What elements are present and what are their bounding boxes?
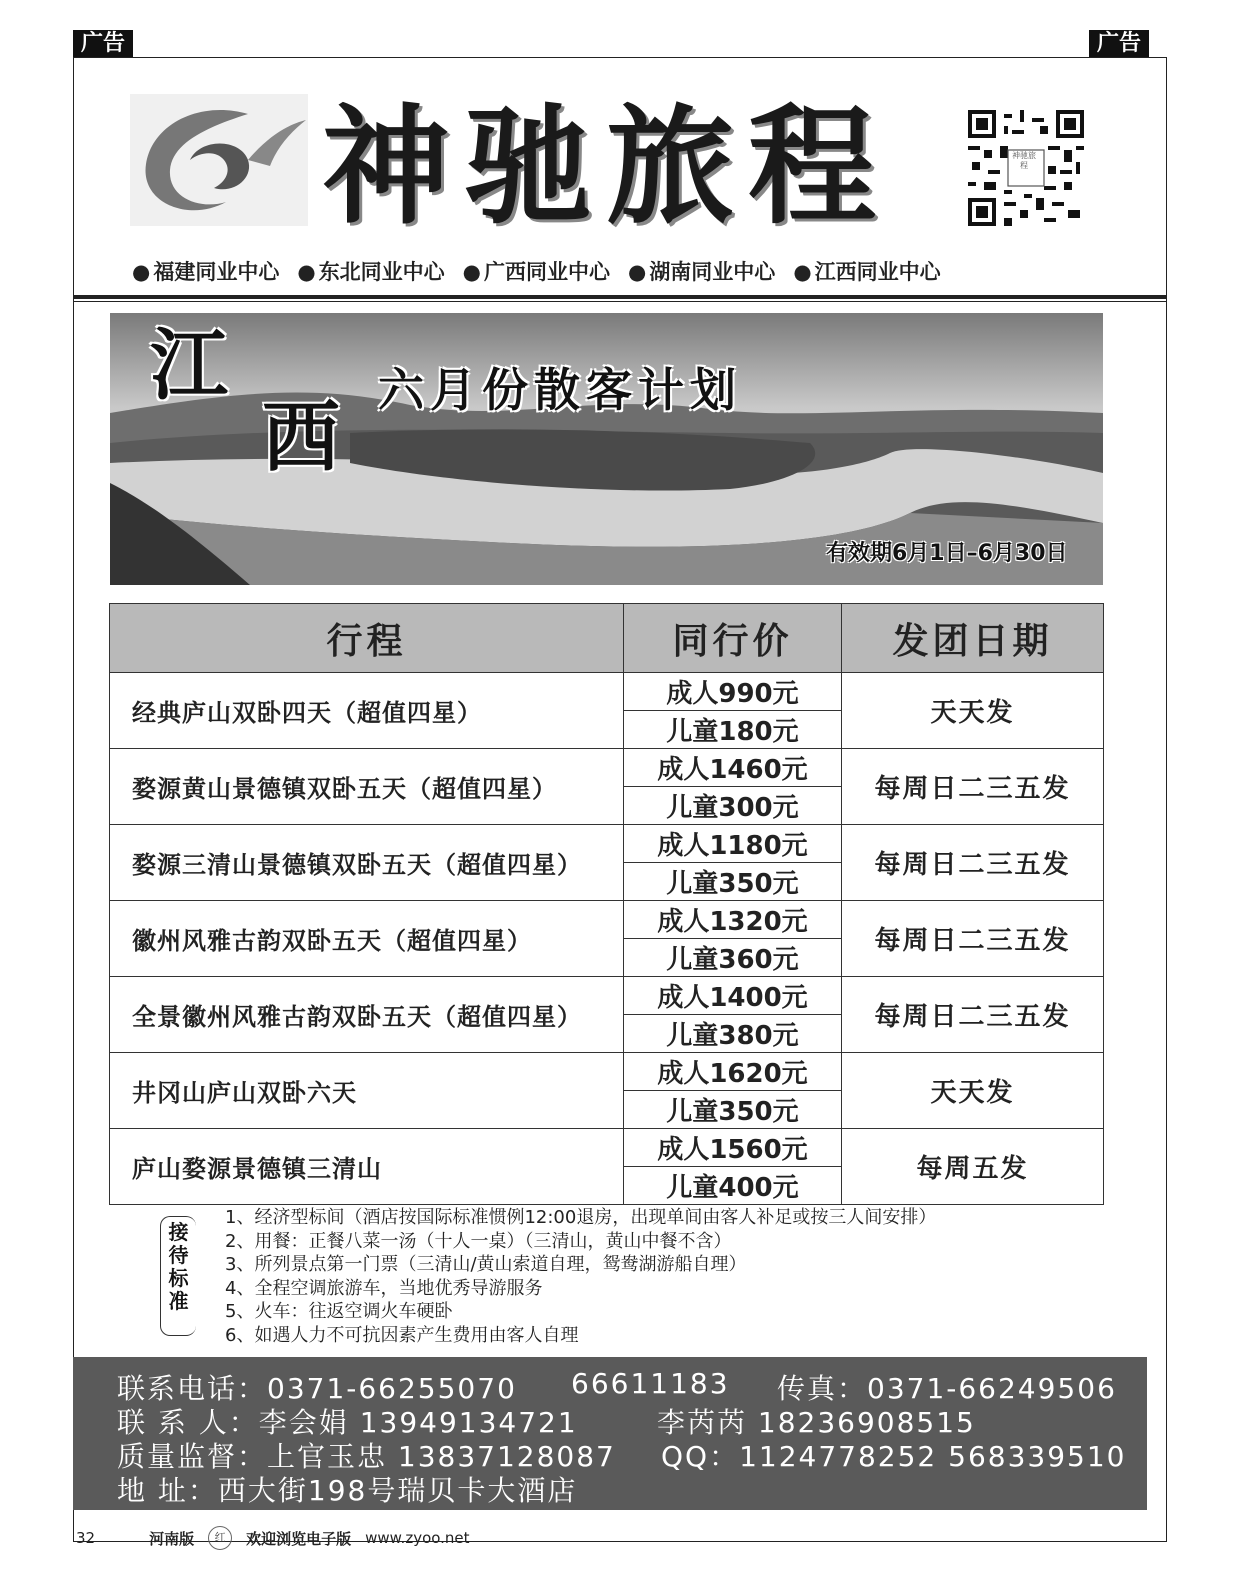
standard-item: 3、所列景点第一门票（三清山/黄山索道自理，鸳鸯湖游船自理） <box>225 1254 747 1275</box>
qr-center-text: 神驰旅程 <box>1012 151 1036 170</box>
standard-item: 2、用餐：正餐八菜一汤（十人一桌）（三清山，黄山中餐不含） <box>225 1230 732 1252</box>
contact-phone: 联系电话：0371-66255070 <box>117 1372 517 1405</box>
banner-title-jiang: 江 <box>150 320 229 411</box>
standards-list <box>225 1206 936 1347</box>
contact-person-2: 李芮芮 18236908515 <box>657 1406 976 1439</box>
contact-phone-2: 66611183 <box>571 1367 730 1400</box>
banner-validity: 有效期6月1日–6月30日 <box>826 541 1068 566</box>
table-row <box>110 749 1104 787</box>
edition-label: 河南版 <box>149 1529 195 1548</box>
col-header-route: 行程 <box>110 604 624 673</box>
adult-price: 成人1460元 <box>624 749 842 787</box>
ad-tag-right: 广告 <box>1089 30 1149 58</box>
tour-table <box>109 603 1104 1205</box>
adult-price: 成人1400元 <box>624 977 842 1015</box>
child-price: 儿童180元 <box>624 711 842 749</box>
banner-title-xi: 西 <box>262 392 341 483</box>
page-number: 32 <box>76 1529 96 1547</box>
contact-fax: 传真：0371-66249506 <box>777 1372 1117 1405</box>
adult-price: 成人990元 <box>624 673 842 711</box>
adult-price: 成人1560元 <box>624 1129 842 1167</box>
contact-qq: QQ：1124778252 568339510 <box>661 1440 1127 1473</box>
center-item: ● 广西同业中心 <box>463 256 610 288</box>
contact-person: 联 系 人：李会娟 13949134721 <box>117 1406 578 1439</box>
departure-cell: 天天发 <box>842 673 1104 749</box>
site-link[interactable]: www.zyoo.net <box>365 1529 470 1547</box>
edition-badge-icon: 红 <box>208 1526 232 1550</box>
child-price: 儿童360元 <box>624 939 842 977</box>
header-rule-thin <box>73 301 1167 302</box>
table-row <box>110 673 1104 711</box>
center-item: ● 江西同业中心 <box>793 256 940 288</box>
center-item: ● 东北同业中心 <box>297 256 444 288</box>
center-list <box>132 256 1112 288</box>
table-row <box>110 1129 1104 1167</box>
brand-logo-icon <box>130 94 308 226</box>
route-cell: 井冈山庐山双卧六天 <box>110 1053 624 1129</box>
standard-item: 4、全程空调旅游车，当地优秀导游服务 <box>225 1277 543 1299</box>
welcome-text: 欢迎浏览电子版 <box>246 1529 352 1548</box>
table-row <box>110 901 1104 939</box>
standards-label: 接待标准 <box>160 1216 196 1336</box>
departure-cell: 每周日二三五发 <box>842 749 1104 825</box>
brand-name: 神驰旅程 <box>322 92 891 242</box>
standard-item: 6、如遇人力不可抗因素产生费用由客人自理 <box>225 1324 579 1346</box>
header-rule-thick <box>73 295 1167 299</box>
adult-price: 成人1320元 <box>624 901 842 939</box>
child-price: 儿童350元 <box>624 1091 842 1129</box>
contact-panel <box>73 1357 1147 1510</box>
ad-tag-left: 广告 <box>73 30 133 58</box>
center-item: ● 福建同业中心 <box>132 256 279 288</box>
child-price: 儿童380元 <box>624 1015 842 1053</box>
route-cell: 婺源黄山景德镇双卧五天（超值四星） <box>110 749 624 825</box>
center-item: ● 湖南同业中心 <box>628 256 775 288</box>
departure-cell: 天天发 <box>842 1053 1104 1129</box>
route-cell: 徽州风雅古韵双卧五天（超值四星） <box>110 901 624 977</box>
route-cell: 庐山婺源景德镇三清山 <box>110 1129 624 1205</box>
table-row <box>110 825 1104 863</box>
table-row <box>110 1053 1104 1091</box>
adult-price: 成人1620元 <box>624 1053 842 1091</box>
child-price: 儿童400元 <box>624 1167 842 1205</box>
standard-item: 1、经济型标间（酒店按国际标准惯例12:00退房，出现单间由客人补足或按三人间安排） <box>225 1207 937 1228</box>
contact-quality: 质量监督：上官玉忠 13837128087 <box>117 1440 616 1473</box>
route-cell: 全景徽州风雅古韵双卧五天（超值四星） <box>110 977 624 1053</box>
contact-address: 地 址：西大街198号瑞贝卡大酒店 <box>117 1474 578 1507</box>
child-price: 儿童300元 <box>624 787 842 825</box>
route-cell: 经典庐山双卧四天（超值四星） <box>110 673 624 749</box>
departure-cell: 每周日二三五发 <box>842 825 1104 901</box>
table-row <box>110 977 1104 1015</box>
child-price: 儿童350元 <box>624 863 842 901</box>
departure-cell: 每周五发 <box>842 1129 1104 1205</box>
banner-subtitle: 六月份散客计划 <box>378 363 742 417</box>
col-header-price: 同行价 <box>624 604 842 673</box>
departure-cell: 每周日二三五发 <box>842 977 1104 1053</box>
standard-item: 5、火车：往返空调火车硬卧 <box>225 1301 453 1322</box>
col-header-date: 发团日期 <box>842 604 1104 673</box>
page-footer <box>76 1526 470 1550</box>
departure-cell: 每周日二三五发 <box>842 901 1104 977</box>
route-cell: 婺源三清山景德镇双卧五天（超值四星） <box>110 825 624 901</box>
adult-price: 成人1180元 <box>624 825 842 863</box>
